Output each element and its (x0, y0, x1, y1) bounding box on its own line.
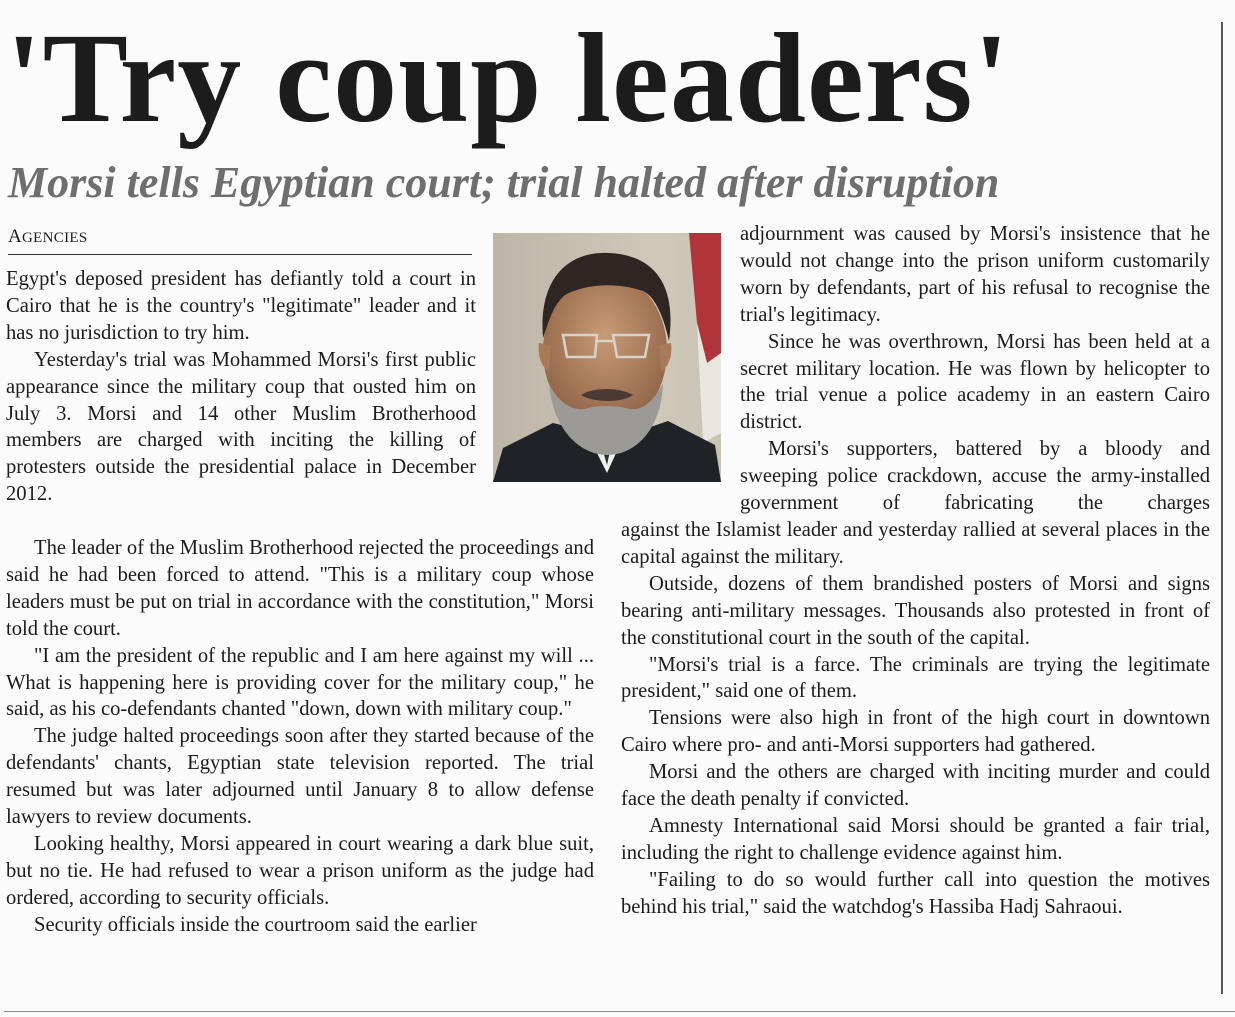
column-rule (1221, 22, 1223, 994)
paragraph: "I am the president of the republic and I am here against my will ... What is happening here is providing cover for the military coup," he said, as his co-defendants chanted "down, down with military coup." (6, 644, 594, 721)
paragraph: Security officials inside the courtroom said the earlier (34, 913, 477, 936)
paragraph: against the Islamist leader and yesterday rallied at several places in the capital against the military. (621, 519, 1210, 568)
paragraph: "Failing to do so would further call into question the motives behind his trial," said the watchdog's Hassiba Hadj Sahraoui. (621, 868, 1210, 918)
paragraph: Morsi and the others are charged with inciting murder and could face the death penalty if convicted. (621, 761, 1210, 811)
paragraph: Tensions were also high in front of the high court in downtown Cairo where pro- and anti-Morsi supporters had gathered. (621, 707, 1210, 757)
article-column-left-bottom (6, 535, 594, 939)
paragraph: Amnesty International said Morsi should be granted a fair trial, including the right to challenge evidence against him. (621, 814, 1210, 864)
bottom-rule (4, 1011, 1235, 1012)
paragraph: The judge halted proceedings soon after they started because of the defendants' chants, Egyptian state television reported. The trial resumed but was later adjourned until January 8 to allow defense lawyers to review documents. (6, 725, 594, 829)
headline: 'Try coup leaders' (6, 7, 1010, 149)
paragraph: Outside, dozens of them brandished posters of Morsi and signs bearing anti-military messages. Thousands also protested in front of the constitutional court in the south of the capital. (621, 572, 1210, 649)
paragraph: Looking healthy, Morsi appeared in court wearing a dark blue suit, but no tie. He had refused to wear a prison uniform as the judge had ordered, according to security officials. (6, 832, 594, 909)
subheadline: Morsi tells Egyptian court; trial halted after disruption (8, 158, 1000, 207)
paragraph: adjournment was caused by Morsi's insistence that he would not change into the prison uniform customarily worn by defendants, part of his refusal to recognise the trial's legitimacy. (740, 223, 1210, 326)
portrait-photo (493, 233, 721, 482)
paragraph: The leader of the Muslim Brotherhood rejected the proceedings and said he had been forced to attend. "This is a military coup whose leaders must be put on trial in accordance with the constitution," Morsi told the court. (6, 537, 594, 640)
byline: AGENCIES (8, 226, 472, 255)
paragraph: Yesterday's trial was Mohammed Morsi's first public appearance since the military coup that ousted him on July 3. Morsi and 14 other Muslim Brotherhood members are charged with inciting the killing of protesters outside the presidential palace in December 2012. (6, 348, 476, 506)
paragraph: Since he was overthrown, Morsi has been held at a secret military location. He was flown by helicopter to the trial venue a police academy in an eastern Cairo district. (740, 330, 1210, 434)
portrait-illustration (493, 233, 721, 482)
paragraph: "Morsi's trial is a farce. The criminals are trying the legitimate president," said one of them. (621, 653, 1210, 703)
article-column-left-top (6, 266, 476, 508)
paragraph: Egypt's deposed president has defiantly told a court in Cairo that he is the country's "legitimate" leader and it has no jurisdiction to try him. (6, 268, 476, 344)
article-column-right-bottom (621, 517, 1210, 921)
paragraph: Morsi's supporters, battered by a bloody and sweeping police crackdown, accuse the army-installed government of fabricating the charges (740, 438, 1210, 515)
article-column-right-top (740, 221, 1210, 517)
